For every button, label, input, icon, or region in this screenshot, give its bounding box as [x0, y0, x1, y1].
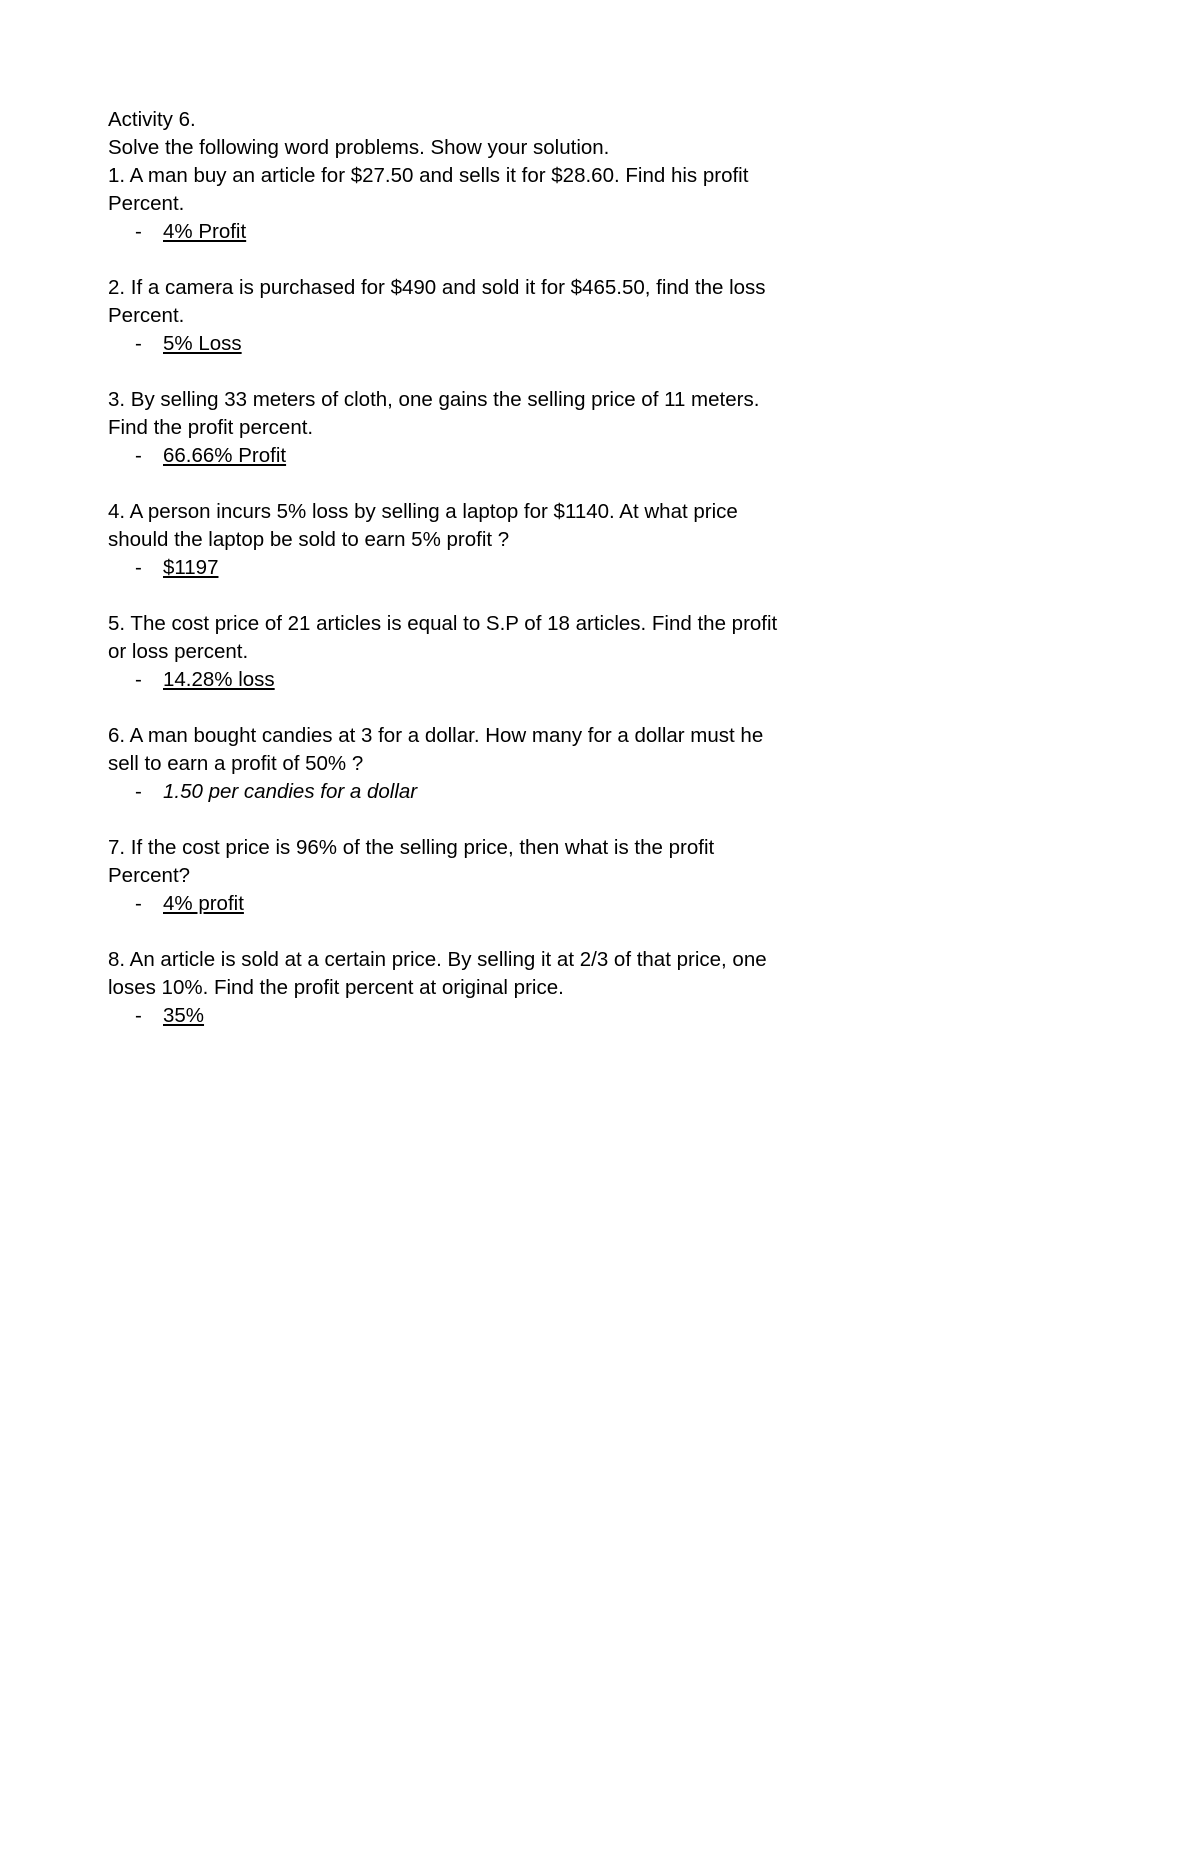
answer-text: 66.66% Profit	[163, 444, 287, 467]
answer-row	[108, 890, 828, 918]
answer-text: 4% Profit	[163, 220, 247, 243]
problem-8	[108, 946, 828, 1030]
problem-text-line: 1. A man buy an article for $27.50 and sells it for $28.60. Find his profit	[108, 164, 749, 187]
dash-bullet: -	[135, 780, 142, 803]
answer-row	[108, 442, 828, 470]
problem-2	[108, 274, 828, 358]
problem-text-line: sell to earn a profit of 50% ?	[108, 752, 364, 775]
problem-5	[108, 610, 828, 694]
problem-1	[108, 162, 828, 246]
dash-bullet: -	[135, 332, 142, 355]
problem-6	[108, 722, 828, 806]
answer-text: 5% Loss	[163, 332, 242, 355]
answer-text: 4% profit	[163, 892, 244, 915]
problem-text-line: Percent?	[108, 864, 191, 887]
problem-text-line: loses 10%. Find the profit percent at original price.	[108, 976, 564, 999]
activity-title: Activity 6.	[108, 108, 196, 131]
problem-text-line: 6. A man bought candies at 3 for a dollar. How many for a dollar must he	[108, 724, 764, 747]
problem-4	[108, 498, 828, 582]
dash-bullet: -	[135, 1004, 142, 1027]
problem-text-line: 8. An article is sold at a certain price. By selling it at 2/3 of that price, one	[108, 948, 767, 971]
problem-text-line: 3. By selling 33 meters of cloth, one gains the selling price of 11 meters.	[108, 388, 760, 411]
answer-text: 1.50 per candies for a dollar	[163, 780, 418, 803]
instructions: Solve the following word problems. Show your solution.	[108, 136, 610, 159]
answer-text: $1197	[163, 556, 219, 579]
problem-text-line: Percent.	[108, 192, 185, 215]
problem-text-line: 5. The cost price of 21 articles is equal to S.P of 18 articles. Find the profit	[108, 612, 778, 635]
dash-bullet: -	[135, 668, 142, 691]
problem-text-line: or loss percent.	[108, 640, 249, 663]
answer-row	[108, 666, 828, 694]
answer-row	[108, 1002, 828, 1030]
dash-bullet: -	[135, 892, 142, 915]
problem-7	[108, 834, 828, 918]
dash-bullet: -	[135, 220, 142, 243]
dash-bullet: -	[135, 556, 142, 579]
problem-text-line: should the laptop be sold to earn 5% profit ?	[108, 528, 510, 551]
problem-3	[108, 386, 828, 470]
problem-text-line: 7. If the cost price is 96% of the selling price, then what is the profit	[108, 836, 715, 859]
answer-row	[108, 218, 828, 246]
answer-row	[108, 778, 828, 806]
problem-text-line: Find the profit percent.	[108, 416, 314, 439]
problem-text-line: Percent.	[108, 304, 185, 327]
answer-text: 35%	[163, 1004, 205, 1027]
answer-row	[108, 330, 828, 358]
answer-text: 14.28% loss	[163, 668, 275, 691]
answer-row	[108, 554, 828, 582]
problem-text-line: 2. If a camera is purchased for $490 and sold it for $465.50, find the loss	[108, 276, 766, 299]
problem-text-line: 4. A person incurs 5% loss by selling a laptop for $1140. At what price	[108, 500, 738, 523]
dash-bullet: -	[135, 444, 142, 467]
document-content	[108, 106, 828, 1030]
